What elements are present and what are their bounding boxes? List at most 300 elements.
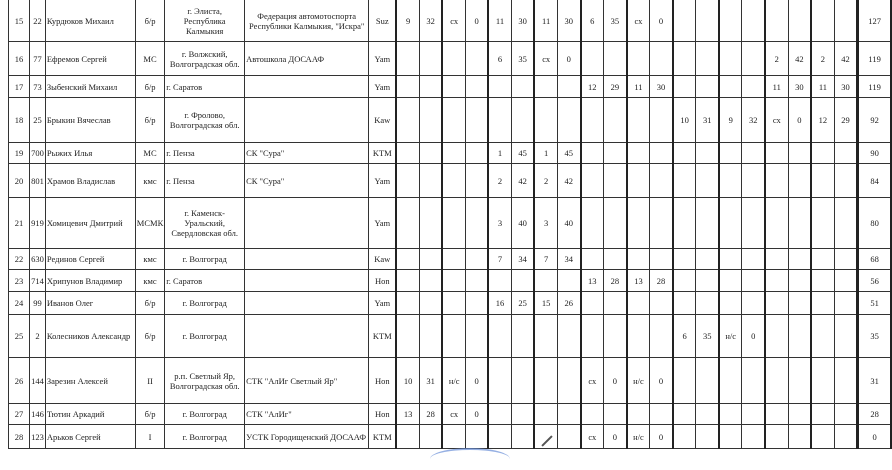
score-cell (811, 315, 834, 358)
score-cell (465, 425, 488, 449)
total-cell: 84 (858, 164, 891, 198)
score-cell (834, 198, 858, 249)
score-cell: 32 (419, 0, 442, 42)
score-cell (811, 292, 834, 315)
score-cell (650, 98, 673, 143)
score-cell (742, 249, 765, 270)
score-cell: 30 (557, 0, 580, 42)
score-cell (650, 292, 673, 315)
score-cell (511, 425, 534, 449)
score-cell (650, 404, 673, 425)
score-cell: 1 (488, 143, 511, 164)
score-cell (488, 404, 511, 425)
score-cell (719, 249, 742, 270)
score-cell (488, 270, 511, 292)
score-cell (673, 164, 696, 198)
score-cell (581, 315, 604, 358)
score-cell (673, 425, 696, 449)
score-cell (581, 292, 604, 315)
score-cell (765, 315, 788, 358)
club-cell: УСТК Городищенский ДОСААФ (245, 425, 369, 449)
score-cell (719, 164, 742, 198)
club-cell: СТК "АлИг Светлый Яр" (245, 358, 369, 404)
place-cell: 23 (9, 270, 30, 292)
rank-cell: I (135, 425, 164, 449)
score-cell (765, 292, 788, 315)
score-cell (834, 404, 858, 425)
place-cell: 21 (9, 198, 30, 249)
club-cell: СК "Сура" (245, 143, 369, 164)
score-cell: 10 (396, 358, 419, 404)
score-cell: 0 (557, 42, 580, 76)
score-cell: сх (765, 98, 788, 143)
score-cell (581, 143, 604, 164)
score-cell: 2 (488, 164, 511, 198)
score-cell (419, 292, 442, 315)
number-cell: 2 (30, 315, 46, 358)
score-cell: сх (581, 358, 604, 404)
score-cell: 42 (788, 42, 811, 76)
number-cell: 123 (30, 425, 46, 449)
score-cell (557, 270, 580, 292)
score-cell: 40 (557, 198, 580, 249)
score-cell (811, 270, 834, 292)
moto-cell: Kaw (369, 98, 397, 143)
table-row (9, 315, 892, 358)
score-cell (696, 292, 719, 315)
score-cell: 11 (811, 76, 834, 98)
table-row (9, 358, 892, 404)
score-cell (742, 358, 765, 404)
rank-cell: кмс (135, 249, 164, 270)
score-cell (673, 0, 696, 42)
city-cell: г. Пенза (165, 143, 245, 164)
score-cell (534, 425, 557, 449)
score-cell: 35 (511, 42, 534, 76)
score-cell: 28 (650, 270, 673, 292)
score-cell (581, 164, 604, 198)
score-cell (673, 249, 696, 270)
score-cell (834, 143, 858, 164)
name-cell: Храмов Владислав (45, 164, 135, 198)
score-cell (442, 164, 465, 198)
table-row (9, 249, 892, 270)
score-cell (650, 143, 673, 164)
place-cell: 18 (9, 98, 30, 143)
score-cell (673, 292, 696, 315)
score-cell (834, 425, 858, 449)
table-row (9, 164, 892, 198)
score-cell: 32 (742, 98, 765, 143)
score-cell (396, 98, 419, 143)
score-cell: н/с (627, 425, 650, 449)
score-cell: 16 (488, 292, 511, 315)
rank-cell: II (135, 358, 164, 404)
score-cell: сх (581, 425, 604, 449)
club-cell (245, 249, 369, 270)
score-cell (719, 270, 742, 292)
city-cell: г. Фролово, Волгоградская обл. (165, 98, 245, 143)
place-cell: 24 (9, 292, 30, 315)
city-cell: г. Саратов (165, 76, 245, 98)
moto-cell: KTM (369, 425, 397, 449)
score-cell (742, 143, 765, 164)
score-cell: 9 (396, 0, 419, 42)
score-cell (465, 292, 488, 315)
total-cell: 35 (858, 315, 891, 358)
score-cell (742, 270, 765, 292)
score-cell (673, 270, 696, 292)
score-cell (557, 358, 580, 404)
score-cell (719, 76, 742, 98)
score-cell (419, 270, 442, 292)
score-cell (442, 198, 465, 249)
score-cell (765, 0, 788, 42)
score-cell (627, 198, 650, 249)
score-cell: 0 (465, 0, 488, 42)
score-cell: 0 (604, 425, 627, 449)
score-cell (396, 76, 419, 98)
score-cell (396, 249, 419, 270)
score-cell (604, 143, 627, 164)
score-cell (811, 0, 834, 42)
score-cell (488, 358, 511, 404)
score-cell (765, 404, 788, 425)
score-cell: 12 (811, 98, 834, 143)
score-cell: 42 (834, 42, 858, 76)
rank-cell: МСМК (135, 198, 164, 249)
score-cell (719, 404, 742, 425)
score-cell (419, 98, 442, 143)
score-cell: 1 (534, 143, 557, 164)
score-cell (788, 270, 811, 292)
score-cell (511, 76, 534, 98)
score-cell (442, 143, 465, 164)
score-cell: 42 (511, 164, 534, 198)
rank-cell: кмс (135, 164, 164, 198)
city-cell: г. Волжский, Волгоградская обл. (165, 42, 245, 76)
score-cell: 35 (696, 315, 719, 358)
score-cell: 0 (650, 358, 673, 404)
score-cell: 11 (534, 0, 557, 42)
score-cell (604, 315, 627, 358)
moto-cell: KTM (369, 315, 397, 358)
score-cell (442, 249, 465, 270)
score-cell (811, 404, 834, 425)
place-cell: 17 (9, 76, 30, 98)
score-cell: 6 (581, 0, 604, 42)
score-cell (742, 404, 765, 425)
table-row (9, 404, 892, 425)
score-cell (765, 143, 788, 164)
place-cell: 20 (9, 164, 30, 198)
score-cell (557, 76, 580, 98)
score-cell (765, 425, 788, 449)
score-cell: сх (442, 0, 465, 42)
score-cell: 29 (604, 76, 627, 98)
score-cell: 6 (488, 42, 511, 76)
number-cell: 25 (30, 98, 46, 143)
total-cell: 119 (858, 42, 891, 76)
stamp-mark (430, 448, 510, 470)
name-cell: Арьков Сергей (45, 425, 135, 449)
score-cell: 31 (419, 358, 442, 404)
number-cell: 714 (30, 270, 46, 292)
score-cell: 45 (511, 143, 534, 164)
score-cell (396, 315, 419, 358)
score-cell: 0 (788, 98, 811, 143)
score-cell (396, 143, 419, 164)
score-cell (465, 98, 488, 143)
score-cell (465, 164, 488, 198)
score-cell (627, 143, 650, 164)
score-cell (696, 270, 719, 292)
score-cell (465, 198, 488, 249)
score-cell (419, 249, 442, 270)
score-cell (396, 425, 419, 449)
score-cell (534, 98, 557, 143)
city-cell: г. Волгоград (165, 249, 245, 270)
score-cell (419, 76, 442, 98)
score-cell (534, 76, 557, 98)
score-cell (627, 404, 650, 425)
score-cell (742, 0, 765, 42)
score-cell (788, 198, 811, 249)
score-cell (765, 270, 788, 292)
score-cell: 31 (696, 98, 719, 143)
score-cell (627, 98, 650, 143)
score-cell: 30 (834, 76, 858, 98)
place-cell: 16 (9, 42, 30, 76)
table-row (9, 143, 892, 164)
score-cell (673, 404, 696, 425)
score-cell (557, 98, 580, 143)
club-cell (245, 292, 369, 315)
table-row (9, 76, 892, 98)
score-cell: 6 (673, 315, 696, 358)
name-cell: Хрипунов Владимир (45, 270, 135, 292)
moto-cell: Yam (369, 198, 397, 249)
score-cell (650, 249, 673, 270)
score-cell (465, 42, 488, 76)
score-cell (811, 198, 834, 249)
score-cell (742, 292, 765, 315)
score-cell (442, 292, 465, 315)
score-cell (534, 315, 557, 358)
total-cell: 68 (858, 249, 891, 270)
score-cell (419, 42, 442, 76)
score-cell (534, 404, 557, 425)
place-cell: 27 (9, 404, 30, 425)
score-cell (788, 0, 811, 42)
score-cell (442, 270, 465, 292)
score-cell (696, 143, 719, 164)
score-cell (788, 143, 811, 164)
score-cell: 34 (511, 249, 534, 270)
score-cell (719, 358, 742, 404)
number-cell: 919 (30, 198, 46, 249)
score-cell (673, 76, 696, 98)
score-cell: 28 (419, 404, 442, 425)
city-cell: г. Волгоград (165, 315, 245, 358)
score-cell: 30 (788, 76, 811, 98)
score-cell (488, 98, 511, 143)
score-cell: 12 (581, 76, 604, 98)
score-cell (419, 164, 442, 198)
score-cell (765, 164, 788, 198)
score-cell: сх (442, 404, 465, 425)
moto-cell: KTM (369, 143, 397, 164)
club-cell (245, 76, 369, 98)
rank-cell: б/р (135, 98, 164, 143)
city-cell: г. Волгоград (165, 425, 245, 449)
score-cell: 11 (627, 76, 650, 98)
moto-cell: Kaw (369, 249, 397, 270)
score-cell (788, 315, 811, 358)
name-cell: Ефремов Сергей (45, 42, 135, 76)
score-cell (419, 315, 442, 358)
score-cell (834, 358, 858, 404)
number-cell: 801 (30, 164, 46, 198)
name-cell: Зыбенский Михаил (45, 76, 135, 98)
moto-cell: Hon (369, 358, 397, 404)
score-cell (788, 358, 811, 404)
score-cell: 13 (396, 404, 419, 425)
score-cell (673, 42, 696, 76)
score-cell: 28 (604, 270, 627, 292)
results-body (9, 0, 892, 449)
score-cell: 15 (534, 292, 557, 315)
score-cell (811, 164, 834, 198)
score-cell (442, 315, 465, 358)
number-cell: 146 (30, 404, 46, 425)
score-cell (719, 42, 742, 76)
city-cell: г. Волгоград (165, 404, 245, 425)
score-cell (396, 270, 419, 292)
score-cell (788, 292, 811, 315)
name-cell: Иванов Олег (45, 292, 135, 315)
score-cell (627, 249, 650, 270)
city-cell: г. Пенза (165, 164, 245, 198)
score-cell (488, 76, 511, 98)
score-cell: 11 (488, 0, 511, 42)
score-cell: 0 (465, 404, 488, 425)
score-cell (696, 358, 719, 404)
name-cell: Курдюков Михаил (45, 0, 135, 42)
score-cell (696, 404, 719, 425)
moto-cell: Yam (369, 42, 397, 76)
club-cell: СТК "АлИг" (245, 404, 369, 425)
score-cell (696, 0, 719, 42)
score-cell: 34 (557, 249, 580, 270)
score-cell (719, 425, 742, 449)
rank-cell: б/р (135, 404, 164, 425)
score-cell (788, 425, 811, 449)
total-cell: 31 (858, 358, 891, 404)
score-cell (834, 315, 858, 358)
score-cell: 2 (765, 42, 788, 76)
score-cell (581, 198, 604, 249)
score-cell (465, 76, 488, 98)
club-cell: Автошкола ДОСААФ (245, 42, 369, 76)
place-cell: 15 (9, 0, 30, 42)
score-cell: 9 (719, 98, 742, 143)
place-cell: 25 (9, 315, 30, 358)
club-cell: СК "Сура" (245, 164, 369, 198)
moto-cell: Yam (369, 292, 397, 315)
club-cell (245, 198, 369, 249)
score-cell: 35 (604, 0, 627, 42)
score-cell (765, 249, 788, 270)
score-cell (581, 249, 604, 270)
city-cell: г. Элиста, Республика Калмыкия (165, 0, 245, 42)
table-row (9, 198, 892, 249)
table-row (9, 98, 892, 143)
city-cell: г. Саратов (165, 270, 245, 292)
total-cell: 119 (858, 76, 891, 98)
number-cell: 700 (30, 143, 46, 164)
rank-cell: б/р (135, 315, 164, 358)
score-cell (442, 98, 465, 143)
total-cell: 51 (858, 292, 891, 315)
score-cell: 0 (650, 0, 673, 42)
score-cell (650, 198, 673, 249)
rank-cell: кмс (135, 270, 164, 292)
score-cell (788, 249, 811, 270)
score-cell (742, 42, 765, 76)
score-cell (557, 425, 580, 449)
score-cell (419, 143, 442, 164)
score-cell (465, 249, 488, 270)
rank-cell: б/р (135, 292, 164, 315)
score-cell (696, 249, 719, 270)
score-cell (627, 164, 650, 198)
score-cell: 29 (834, 98, 858, 143)
score-cell: 30 (650, 76, 673, 98)
score-cell (396, 292, 419, 315)
score-cell: 13 (581, 270, 604, 292)
score-cell (581, 42, 604, 76)
place-cell: 28 (9, 425, 30, 449)
score-cell (673, 198, 696, 249)
moto-cell: Yam (369, 164, 397, 198)
score-cell (604, 404, 627, 425)
score-cell (604, 198, 627, 249)
moto-cell: Suz (369, 0, 397, 42)
score-cell: 30 (511, 0, 534, 42)
score-cell (465, 315, 488, 358)
score-cell (788, 404, 811, 425)
score-cell (696, 198, 719, 249)
score-cell (627, 315, 650, 358)
club-cell (245, 270, 369, 292)
score-cell (604, 292, 627, 315)
score-cell: сх (534, 42, 557, 76)
score-cell (834, 292, 858, 315)
score-cell (673, 358, 696, 404)
score-cell: 13 (627, 270, 650, 292)
score-cell (811, 358, 834, 404)
table-row (9, 0, 892, 42)
score-cell: 11 (765, 76, 788, 98)
moto-cell: Hon (369, 404, 397, 425)
score-cell: 0 (650, 425, 673, 449)
number-cell: 630 (30, 249, 46, 270)
score-cell (581, 404, 604, 425)
score-cell: 7 (534, 249, 557, 270)
score-cell: 7 (488, 249, 511, 270)
number-cell: 144 (30, 358, 46, 404)
